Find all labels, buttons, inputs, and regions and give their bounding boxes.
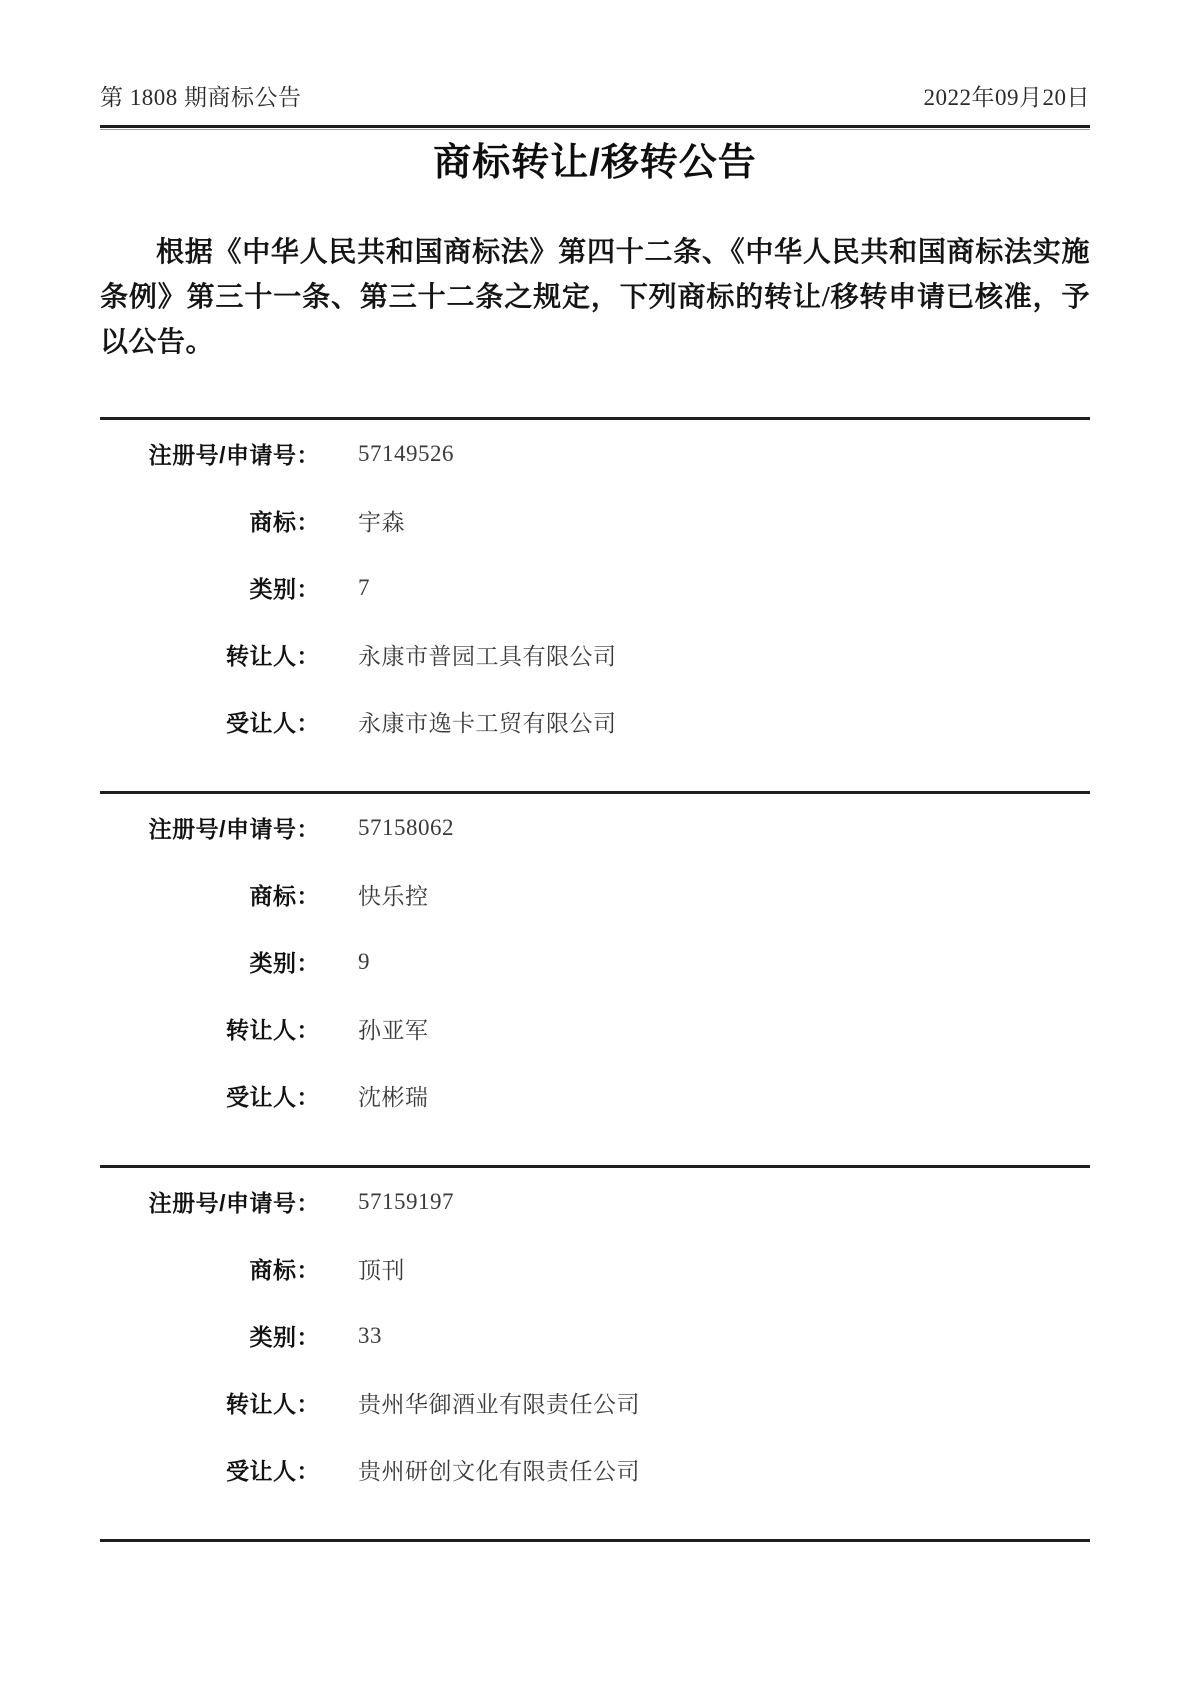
record-row-trademark xyxy=(100,861,1090,928)
reg-no-value: 57149526 xyxy=(358,440,454,466)
reg-no-label: 注册号/申请号： xyxy=(148,442,320,468)
assignor-value: 孙亚军 xyxy=(358,1018,429,1043)
trademark-label: 商标： xyxy=(249,1257,320,1283)
category-value: 7 xyxy=(358,574,370,600)
reg-no-value: 57159197 xyxy=(358,1188,454,1214)
assignee-value: 永康市逸卡工贸有限公司 xyxy=(358,711,617,736)
assignor-value: 永康市普园工具有限公司 xyxy=(358,644,617,669)
assignee-value: 沈彬瑞 xyxy=(358,1085,429,1110)
record-row-reg-no xyxy=(100,420,1090,487)
assignor-value: 贵州华御酒业有限责任公司 xyxy=(358,1392,640,1417)
record-section xyxy=(100,417,1090,791)
assignee-label: 受让人： xyxy=(226,1458,320,1484)
category-label: 类别： xyxy=(249,1324,320,1350)
trademark-value: 宇森 xyxy=(358,510,405,535)
record-row-trademark xyxy=(100,1235,1090,1302)
reg-no-value: 57158062 xyxy=(358,814,454,840)
record-row-assignor xyxy=(100,995,1090,1062)
reg-no-label: 注册号/申请号： xyxy=(148,816,320,842)
record-section xyxy=(100,791,1090,1165)
category-value: 33 xyxy=(358,1322,382,1348)
trademark-label: 商标： xyxy=(249,883,320,909)
record-row-reg-no xyxy=(100,794,1090,861)
record-row-assignee xyxy=(100,1436,1090,1503)
assignor-label: 转让人： xyxy=(226,1391,320,1417)
intro-paragraph: 根据《中华人民共和国商标法》第四十二条、《中华人民共和国商标法实施条例》第三十一条、第三十二条之规定，下列商标的转让/移转申请已核准，予以公告。 xyxy=(100,237,1090,358)
record-row-category xyxy=(100,1302,1090,1369)
category-label: 类别： xyxy=(249,950,320,976)
record-row-assignor xyxy=(100,621,1090,688)
category-label: 类别： xyxy=(249,576,320,602)
page-title: 商标转让/移转公告 xyxy=(433,142,757,184)
record-section xyxy=(100,1165,1090,1539)
record-row-assignee xyxy=(100,1062,1090,1129)
assignee-label: 受让人： xyxy=(226,710,320,736)
gazette-date: 2022年09月20日 xyxy=(923,85,1090,110)
page-header xyxy=(100,0,1090,112)
trademark-value: 快乐控 xyxy=(358,884,429,909)
record-row-assignor xyxy=(100,1369,1090,1436)
assignor-label: 转让人： xyxy=(226,1017,320,1043)
assignor-label: 转让人： xyxy=(226,643,320,669)
record-row-trademark xyxy=(100,487,1090,554)
trademark-label: 商标： xyxy=(249,509,320,535)
trademark-value: 顶刊 xyxy=(358,1258,405,1283)
record-row-assignee xyxy=(100,688,1090,755)
reg-no-label: 注册号/申请号： xyxy=(148,1190,320,1216)
record-row-category xyxy=(100,554,1090,621)
category-value: 9 xyxy=(358,948,370,974)
assignee-label: 受让人： xyxy=(226,1084,320,1110)
header-divider xyxy=(100,125,1090,130)
record-row-reg-no xyxy=(100,1168,1090,1235)
record-row-category xyxy=(100,928,1090,995)
records-list xyxy=(100,417,1090,1542)
assignee-value: 贵州研创文化有限责任公司 xyxy=(358,1459,640,1484)
closing-divider xyxy=(100,1539,1090,1542)
gazette-issue-number: 第 1808 期商标公告 xyxy=(100,85,302,110)
